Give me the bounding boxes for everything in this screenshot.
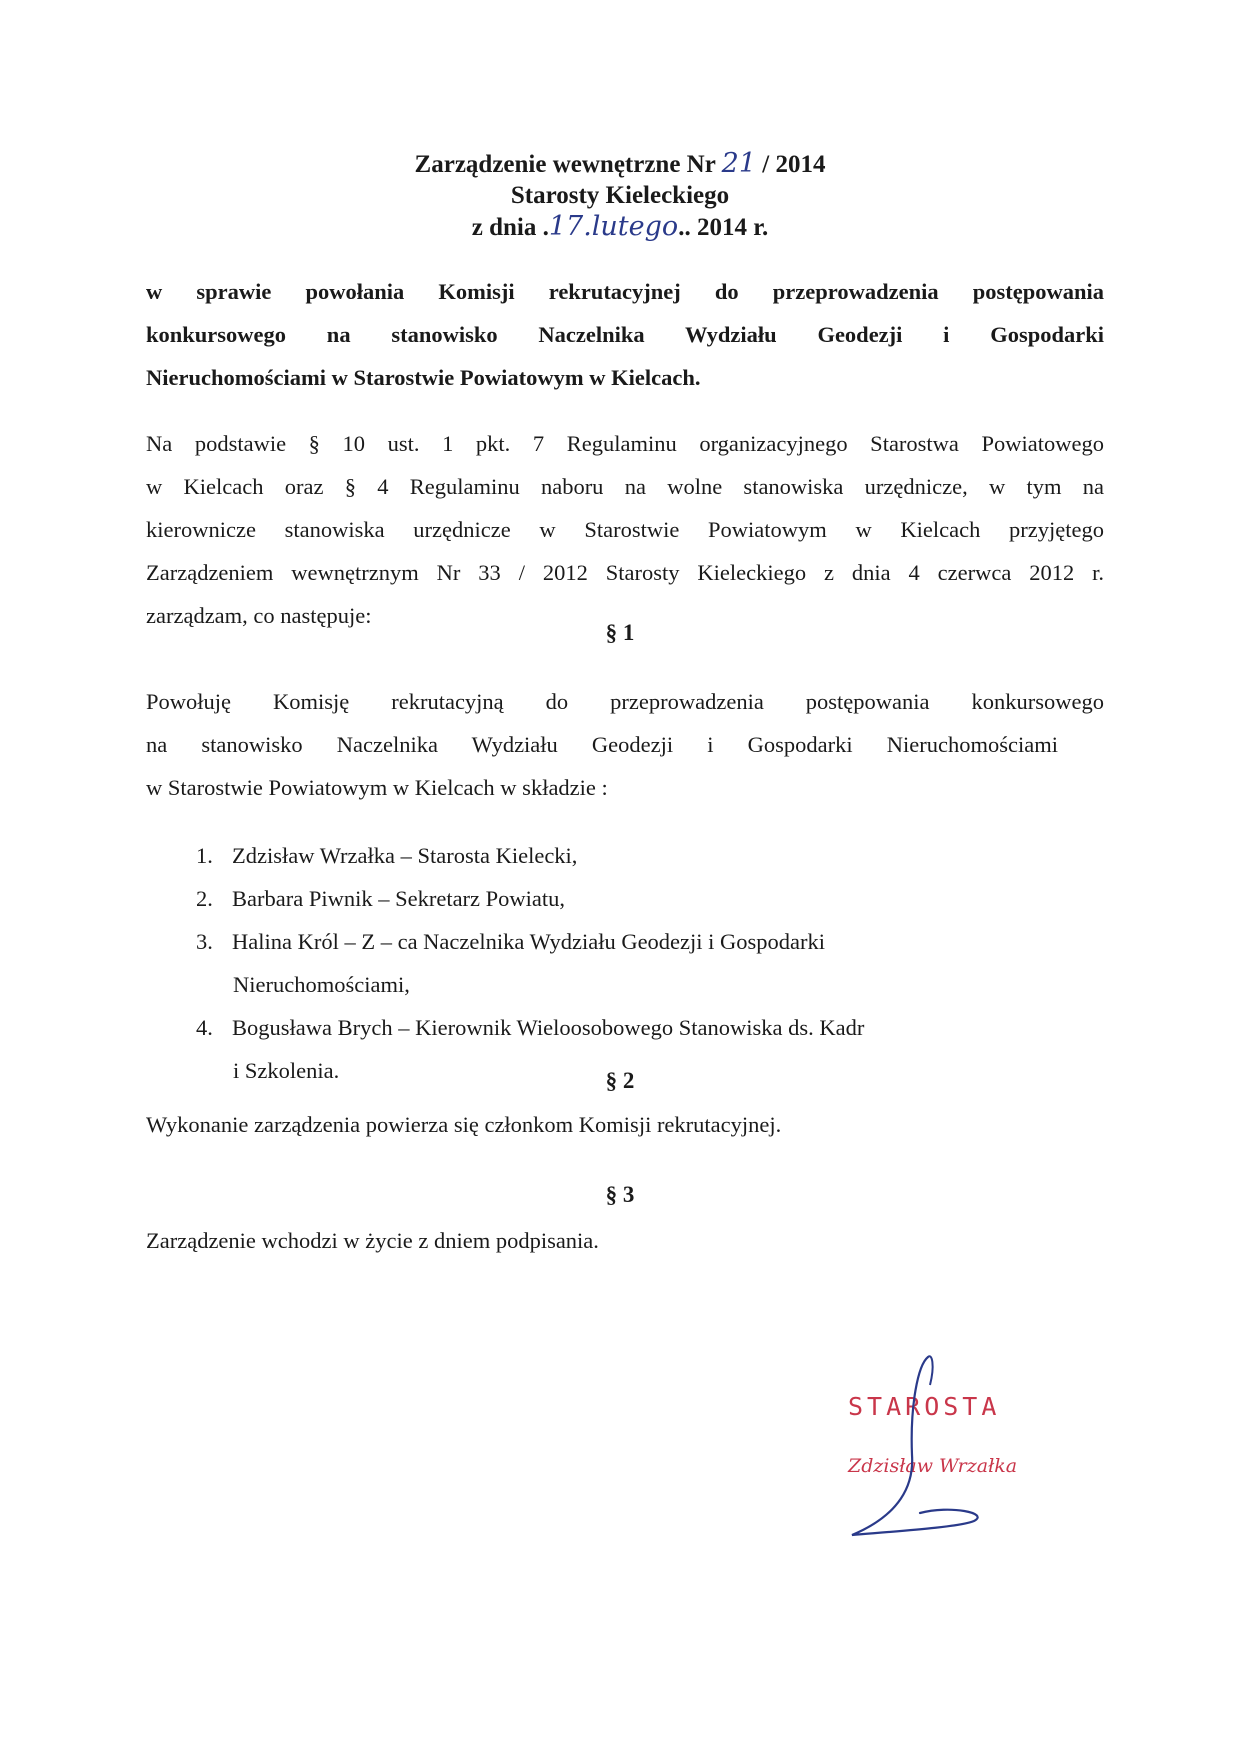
section-sign-1: § 1	[605, 620, 635, 645]
handwritten-date: 17.lutego	[548, 211, 679, 242]
title-suffix: / 2014	[762, 151, 826, 178]
preamble-block	[146, 422, 1104, 637]
list-number: 2.	[196, 886, 213, 911]
title-line	[0, 148, 1240, 180]
committee-members-list	[196, 834, 864, 1092]
section-sign-3: § 3	[605, 1182, 635, 1207]
official-stamp-name: Zdzisław Wrzałka	[848, 1455, 1018, 1477]
handwritten-number: 21	[721, 148, 756, 179]
subject-line: w sprawie powołania Komisji rekrutacyjnej do przeprowadzenia postępowania	[146, 279, 1104, 304]
section1-line: Powołuję Komisję rekrutacyjną do przeprowadzenia postępowania konkursowego	[146, 689, 1104, 714]
preamble-line: Na podstawie § 10 ust. 1 pkt. 7 Regulaminu organizacyjnego Starostwa Powiatowego	[146, 431, 1104, 456]
preamble-line: w Kielcach oraz § 4 Regulaminu naboru na wolne stanowiska urzędnicze, w tym na	[146, 474, 1104, 499]
member-text: Halina Król – Z – ca Naczelnika Wydziału Geodezji i Gospodarki	[232, 929, 826, 954]
section2-text	[146, 1103, 1104, 1146]
section2-line: Wykonanie zarządzenia powierza się członkom Komisji rekrutacyjnej.	[146, 1112, 782, 1137]
section-sign-2: § 2	[605, 1068, 635, 1093]
list-item	[196, 920, 864, 1006]
list-number: 1.	[196, 843, 213, 868]
title-prefix: Zarządzenie wewnętrzne Nr	[414, 151, 716, 178]
subject-line: Nieruchomościami w Starostwie Powiatowym w Kielcach.	[146, 365, 701, 390]
issuer-line: Starosty Kieleckiego	[510, 182, 730, 209]
section1-text	[146, 680, 1104, 809]
list-item	[196, 877, 864, 920]
member-text: Bogusława Brych – Kierownik Wieloosobowego Stanowiska ds. Kadr	[232, 1015, 865, 1040]
member-text-continuation: i Szkolenia.	[233, 1058, 340, 1083]
handwritten-signature	[840, 1345, 1020, 1545]
list-number: 4.	[196, 1015, 213, 1040]
preamble-line: zarządzam, co następuje:	[146, 603, 372, 628]
member-text-continuation: Nieruchomościami,	[233, 972, 410, 997]
subject-block	[146, 270, 1104, 399]
official-stamp-title: STAROSTA	[848, 1392, 1001, 1421]
member-text: Zdzisław Wrzałka – Starosta Kielecki,	[232, 843, 578, 868]
preamble-line: Zarządzeniem wewnętrznym Nr 33 / 2012 Starosty Kieleckiego z dnia 4 czerwca 2012 r.	[146, 560, 1104, 585]
subject-line: konkursowego na stanowisko Naczelnika Wydziału Geodezji i Gospodarki	[146, 322, 1104, 347]
section1-line: na stanowisko Naczelnika Wydziału Geodezji i Gospodarki Nieruchomościami	[146, 732, 1058, 757]
list-number: 3.	[196, 929, 213, 954]
document-header	[0, 148, 1240, 243]
date-line	[0, 211, 1240, 243]
section3-line: Zarządzenie wchodzi w życie z dniem podpisania.	[146, 1228, 599, 1253]
preamble-line: kierownicze stanowiska urzędnicze w Starostwie Powiatowym w Kielcach przyjętego	[146, 517, 1104, 542]
date-prefix: z dnia .	[471, 214, 549, 241]
section3-text	[146, 1219, 1104, 1262]
member-text: Barbara Piwnik – Sekretarz Powiatu,	[232, 886, 566, 911]
date-suffix: .. 2014 r.	[678, 214, 769, 241]
section1-line: w Starostwie Powiatowym w Kielcach w składzie :	[146, 775, 608, 800]
list-item	[196, 834, 864, 877]
